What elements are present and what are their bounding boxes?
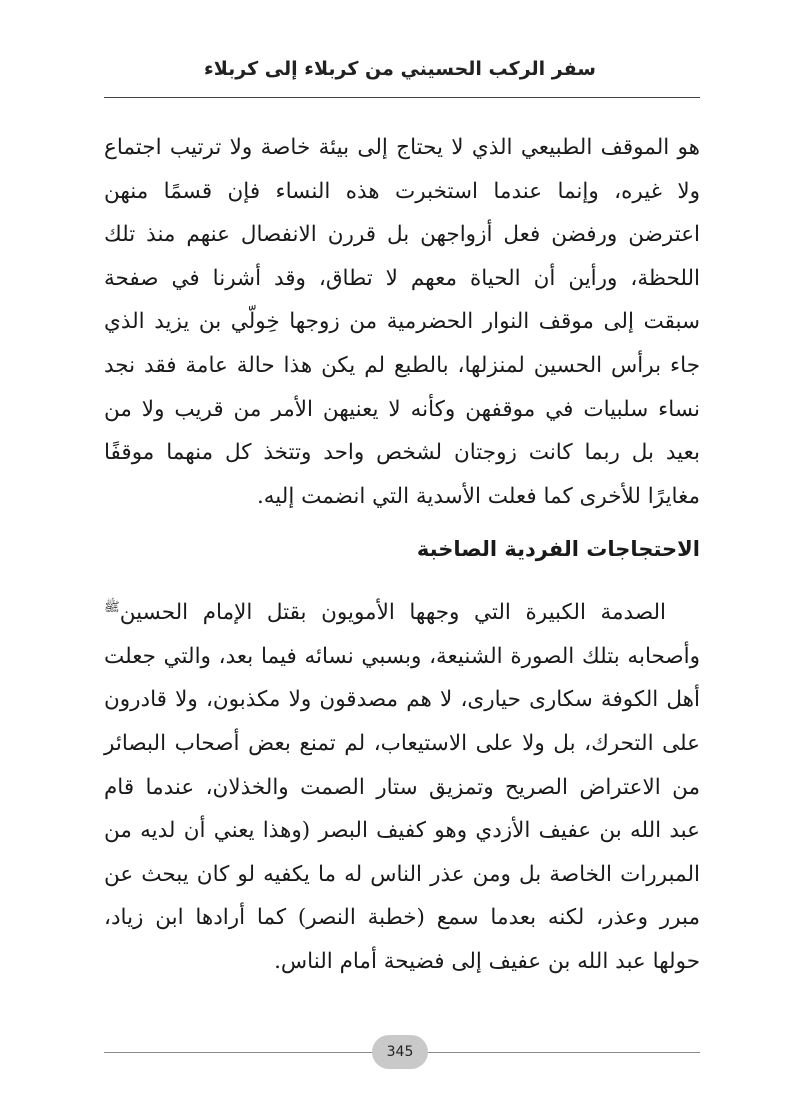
header-divider <box>104 97 700 98</box>
paragraph-2-rest: وأصحابه بتلك الصورة الشنيعة، وبسبي نسائه فيما بعد، والتي جعلت أهل الكوفة سكارى حيارى، لا هم مصدقون ولا مكذبون، ولا قادرون على التحرك، بل ولا على الاستيعاب، لم تمنع بعض أصحاب البصائر من الاعتراض الصريح وتمزيق ستار الصمت والخذلان، عندما قام عبد الله بن عفيف الأزدي وهو كفيف البصر (وهذا يعني أن لديه من المبررات الخاصة بل ومن عذر الناس له ما يكفيه لو كان يبحث عن مبرر وعذر، لكنه بعدما سمع (خطبة النصر) كما أرادها ابن زياد، حولها عبد الله بن عفيف إلى فضيحة أمام الناس. <box>104 643 700 974</box>
body-paragraph-2 <box>104 586 700 984</box>
honorific-symbol: ﷺ <box>104 600 120 615</box>
body-paragraph-1: هو الموقف الطبيعي الذي لا يحتاج إلى بيئة خاصة ولا ترتيب اجتماع ولا غيره، وإنما عندما استخبرت هذه النساء فإن قسمًا منهن اعترضن ورفضن فعل أزواجهن بل قررن الانفصال عنهم منذ تلك اللحظة، ورأين أن الحياة معهم لا تطاق، وقد أشرنا في صفحة سبقت إلى موقف النوار الحضرمية من زوجها خِولّي بن يزيد الذي جاء برأس الحسين لمنزلها، بالطبع لم يكن هذا حالة عامة فقد نجد نساء سلبيات في موقفهن وكأنه لا يعنيهن الأمر من قريب ولا من بعيد بل ربما كانت زوجتان لشخص واحد وتتخذ كل منهما موقفًا مغايرًا للأخرى كما فعلت الأسدية التي انضمت إليه. <box>104 135 700 509</box>
section-heading: الاحتجاجات الفردية الصاخبة <box>416 537 700 561</box>
page-number-badge: 345 <box>372 1035 428 1069</box>
running-header: سفر الركب الحسيني من كربلاء إلى كربلاء <box>204 58 596 80</box>
paragraph-2-opening: الصدمة الكبيرة التي وجهها الأمويون بقتل الإمام الحسين <box>119 600 666 626</box>
